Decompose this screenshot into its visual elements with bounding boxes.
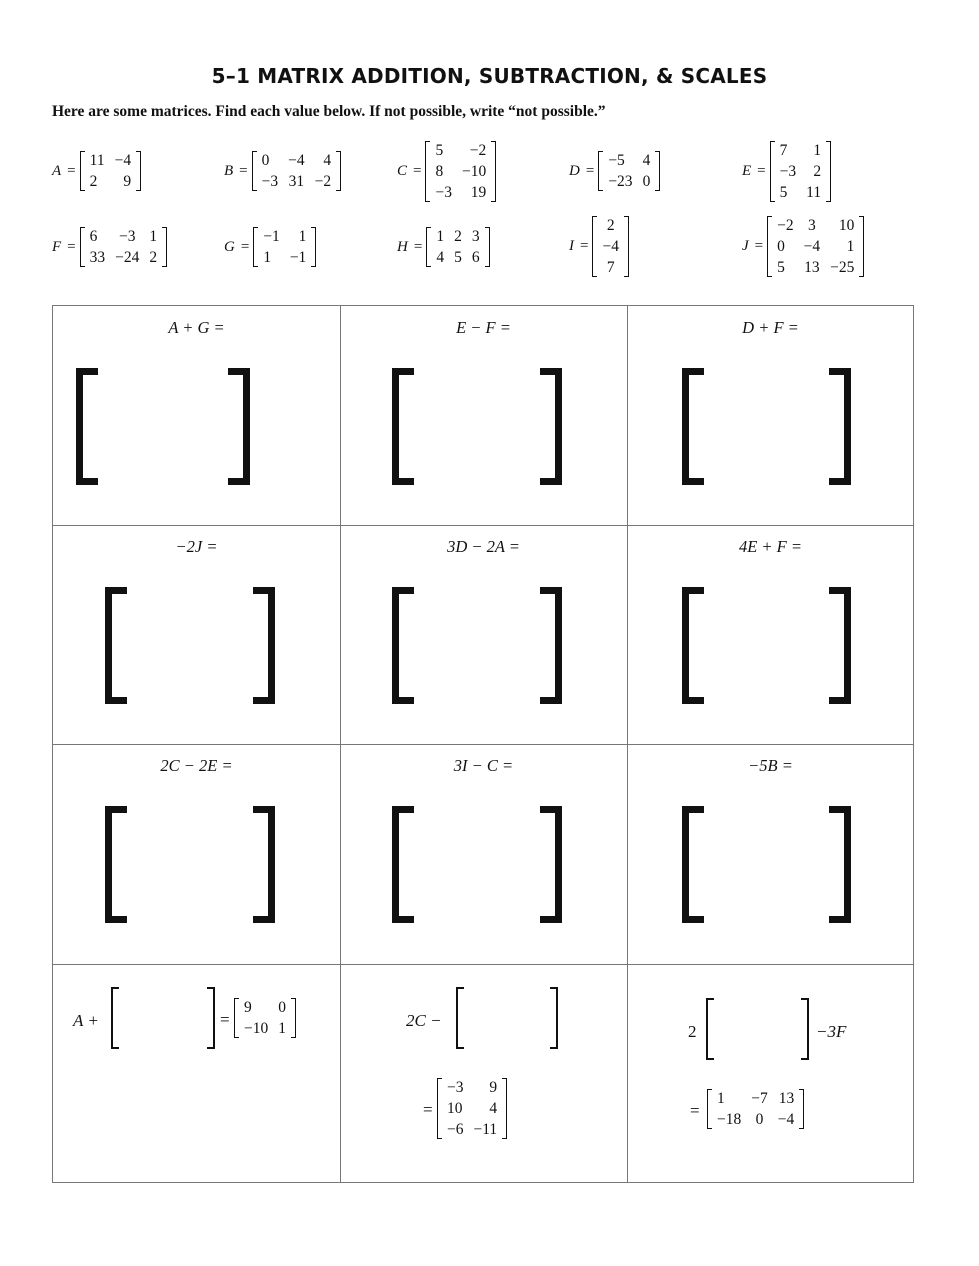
problem-prefix: 2C − — [406, 1011, 442, 1030]
matrix-label: C — [397, 163, 408, 179]
problem-prefix: A + — [73, 1011, 99, 1030]
matrix-bracket — [707, 1088, 804, 1130]
matrix-entry: 9 — [244, 999, 252, 1016]
matrix-entry: −3 — [261, 173, 279, 190]
matrix-entry: 3 — [808, 217, 816, 234]
matrix-entry: −3 — [119, 228, 136, 245]
matrix-label: A — [52, 162, 62, 179]
answer-left-bracket[interactable] — [392, 806, 414, 923]
matrix-entry: 4 — [489, 1100, 498, 1117]
matrix-entry: 1 — [846, 238, 855, 255]
matrix-entry: 9 — [123, 173, 132, 190]
problem-expression: A + G = — [168, 318, 225, 337]
matrix-entry: 4 — [323, 152, 332, 169]
matrix-entry: 2 — [606, 217, 615, 234]
matrix-def-i — [569, 215, 629, 278]
matrix-entry: 5 — [435, 142, 444, 159]
matrix-entry: −4 — [114, 152, 132, 169]
matrix-entry: 13 — [804, 259, 820, 276]
answer-left-bracket[interactable] — [105, 587, 127, 704]
matrix-entry: 5 — [777, 259, 785, 276]
matrix-bracket — [80, 150, 141, 192]
result-matrix — [707, 1088, 804, 1130]
matrix-entry: −2 — [314, 173, 332, 190]
answer-right-bracket[interactable] — [207, 987, 215, 1049]
matrix-label: J — [742, 238, 749, 254]
answer-right-bracket[interactable] — [829, 587, 851, 704]
matrix-def-g — [224, 226, 316, 268]
matrix-entry: −4 — [602, 238, 619, 255]
problem-expression: E − F = — [456, 318, 511, 337]
matrix-bracket — [592, 215, 629, 278]
matrix-entry: 1 — [717, 1090, 725, 1107]
instructions: Here are some matrices. Find each value below. If not possible, write “not possible.” — [52, 103, 606, 120]
matrix-entry: 6 — [89, 228, 98, 245]
matrix-entry: 11 — [806, 184, 822, 201]
matrix-entry: 1 — [149, 228, 158, 245]
problem-cell — [627, 306, 914, 525]
problem-grid — [52, 305, 914, 1183]
equals-sign: = — [413, 238, 423, 255]
problem-cell — [340, 306, 627, 525]
problem-cell — [627, 744, 914, 963]
answer-right-bracket[interactable] — [829, 806, 851, 923]
matrix-label: H — [397, 238, 408, 255]
matrix-entry: −3 — [779, 163, 797, 180]
matrix-bracket — [252, 150, 342, 192]
matrix-def-d — [569, 150, 660, 192]
matrix-label: B — [224, 162, 234, 179]
matrix-bracket — [234, 997, 296, 1039]
matrix-def-h — [397, 226, 490, 268]
answer-right-bracket[interactable] — [550, 987, 558, 1049]
matrix-entry: 1 — [436, 228, 445, 245]
matrix-bracket — [437, 1077, 507, 1140]
answer-left-bracket[interactable] — [111, 987, 119, 1049]
answer-left-bracket[interactable] — [682, 368, 704, 485]
matrix-entry: 0 — [261, 152, 270, 169]
matrix-bracket — [253, 226, 316, 268]
matrix-entry: 4 — [436, 249, 445, 266]
matrix-entry: −2 — [777, 217, 794, 234]
matrix-entry: 7 — [779, 142, 788, 159]
problem-expression: −2J = — [175, 537, 218, 556]
matrix-entry: 2 — [813, 163, 822, 180]
result-matrix — [234, 997, 296, 1039]
matrix-entry: 0 — [755, 1111, 764, 1128]
equals-sign: = — [585, 162, 595, 179]
problem-suffix: −3F — [816, 1022, 847, 1041]
matrix-entry: −5 — [608, 152, 625, 169]
matrix-entry: −3 — [435, 184, 452, 201]
matrix-entry: 4 — [642, 152, 651, 169]
matrix-entry: −3 — [447, 1079, 464, 1096]
problem-expression: 2C − 2E = — [160, 756, 233, 775]
answer-right-bracket[interactable] — [801, 998, 809, 1060]
problem-cell — [53, 964, 340, 1183]
matrix-bracket — [598, 150, 660, 192]
problem-expression: 4E + F = — [738, 537, 803, 556]
problem-cell — [627, 964, 914, 1183]
matrix-entry: 0 — [642, 173, 651, 190]
matrix-entry: 11 — [89, 152, 105, 169]
problem-cell — [53, 306, 340, 525]
matrix-entry: 13 — [778, 1090, 795, 1107]
matrix-label: F — [52, 238, 62, 255]
matrix-bracket — [426, 226, 489, 268]
matrix-entry: −25 — [830, 259, 855, 276]
matrix-entry: −24 — [115, 249, 140, 266]
matrix-entry: −4 — [803, 238, 821, 255]
equals-sign: = — [754, 238, 764, 254]
matrix-def-j — [742, 215, 864, 278]
answer-right-bracket[interactable] — [540, 806, 562, 923]
matrix-entry: 31 — [288, 173, 305, 190]
matrix-entry: 8 — [435, 163, 444, 180]
problem-cell — [53, 525, 340, 744]
equals-sign: = — [240, 238, 250, 255]
problem-cell — [340, 744, 627, 963]
equals-sign: = — [220, 1010, 230, 1029]
equals-sign: = — [757, 163, 766, 179]
matrix-entry: 2 — [89, 173, 98, 190]
matrix-entry: −10 — [461, 163, 487, 180]
matrix-entry: 6 — [471, 249, 480, 266]
answer-left-bracket[interactable] — [706, 998, 714, 1060]
matrix-entry: 19 — [470, 184, 487, 201]
problem-cell — [627, 525, 914, 744]
matrix-entry: 5 — [779, 184, 788, 201]
result-matrix — [437, 1077, 507, 1140]
matrix-bracket — [767, 215, 864, 278]
answer-right-bracket[interactable] — [253, 806, 275, 923]
problem-expression: 3I − C = — [453, 756, 514, 775]
equals-sign: = — [67, 238, 76, 255]
matrix-label: I — [569, 238, 574, 254]
scalar-prefix: 2 — [688, 1022, 697, 1041]
equals-sign: = — [239, 162, 248, 179]
matrix-entry: 1 — [278, 1020, 286, 1037]
equals-sign: = — [690, 1101, 700, 1120]
matrix-label: D — [569, 162, 580, 179]
answer-right-bracket[interactable] — [253, 587, 275, 704]
answer-left-bracket[interactable] — [682, 806, 704, 923]
answer-left-bracket[interactable] — [682, 587, 704, 704]
answer-right-bracket[interactable] — [829, 368, 851, 485]
answer-right-bracket[interactable] — [540, 368, 562, 485]
matrix-entry: 10 — [838, 217, 855, 234]
answer-left-bracket[interactable] — [392, 368, 414, 485]
matrix-bracket — [425, 140, 496, 203]
matrix-entry: 9 — [489, 1079, 498, 1096]
answer-right-bracket[interactable] — [540, 587, 562, 704]
equals-sign: = — [413, 163, 422, 179]
matrix-entry: −2 — [469, 142, 487, 159]
answer-left-bracket[interactable] — [76, 368, 98, 485]
matrix-entry: −4 — [777, 1111, 795, 1128]
matrix-entry: −4 — [288, 152, 305, 169]
matrix-entry: 10 — [447, 1100, 463, 1117]
matrix-entry: 1 — [813, 142, 822, 159]
matrix-def-b — [224, 150, 341, 192]
matrix-entry: −18 — [717, 1111, 742, 1128]
answer-left-bracket[interactable] — [105, 806, 127, 923]
matrix-def-e — [742, 140, 831, 203]
matrix-entry: −23 — [608, 173, 633, 190]
matrix-entry: 2 — [149, 249, 158, 266]
problem-expression: 3D − 2A = — [447, 537, 520, 556]
equals-sign: = — [423, 1100, 433, 1119]
answer-left-bracket[interactable] — [392, 587, 414, 704]
answer-right-bracket[interactable] — [228, 368, 250, 485]
matrix-entry: 33 — [89, 249, 106, 266]
matrix-entry: −11 — [473, 1121, 498, 1138]
matrix-entry: 2 — [454, 228, 462, 245]
matrix-entry: 3 — [471, 228, 480, 245]
problem-expression: −5B = — [748, 756, 793, 775]
page-title: 5–1 MATRIX ADDITION, SUBTRACTION, & SCALES — [211, 64, 768, 88]
problem-cell — [53, 744, 340, 963]
matrix-bracket — [80, 226, 168, 268]
matrix-entry: 0 — [777, 238, 785, 255]
matrix-def-a — [52, 150, 141, 192]
matrix-entry: −10 — [244, 1020, 269, 1037]
matrix-label: E — [742, 163, 752, 179]
matrix-entry: −1 — [263, 228, 280, 245]
equals-sign: = — [67, 162, 76, 179]
matrix-label: G — [224, 238, 235, 255]
problem-expression: D + F = — [742, 318, 799, 337]
matrix-entry: 1 — [263, 249, 272, 266]
equals-sign: = — [580, 238, 589, 254]
matrix-entry: 0 — [278, 999, 286, 1016]
matrix-entry: −1 — [289, 249, 307, 266]
matrix-def-c — [397, 140, 496, 203]
problem-cell — [340, 525, 627, 744]
matrix-def-f — [52, 226, 167, 268]
matrix-bracket — [770, 140, 831, 203]
answer-left-bracket[interactable] — [456, 987, 464, 1049]
problem-cell — [340, 964, 627, 1183]
matrix-entry: 5 — [454, 249, 462, 266]
matrix-entry: −6 — [447, 1121, 464, 1138]
matrix-entry: 7 — [606, 259, 615, 276]
matrix-entry: −7 — [751, 1090, 768, 1107]
matrix-entry: 1 — [298, 228, 307, 245]
